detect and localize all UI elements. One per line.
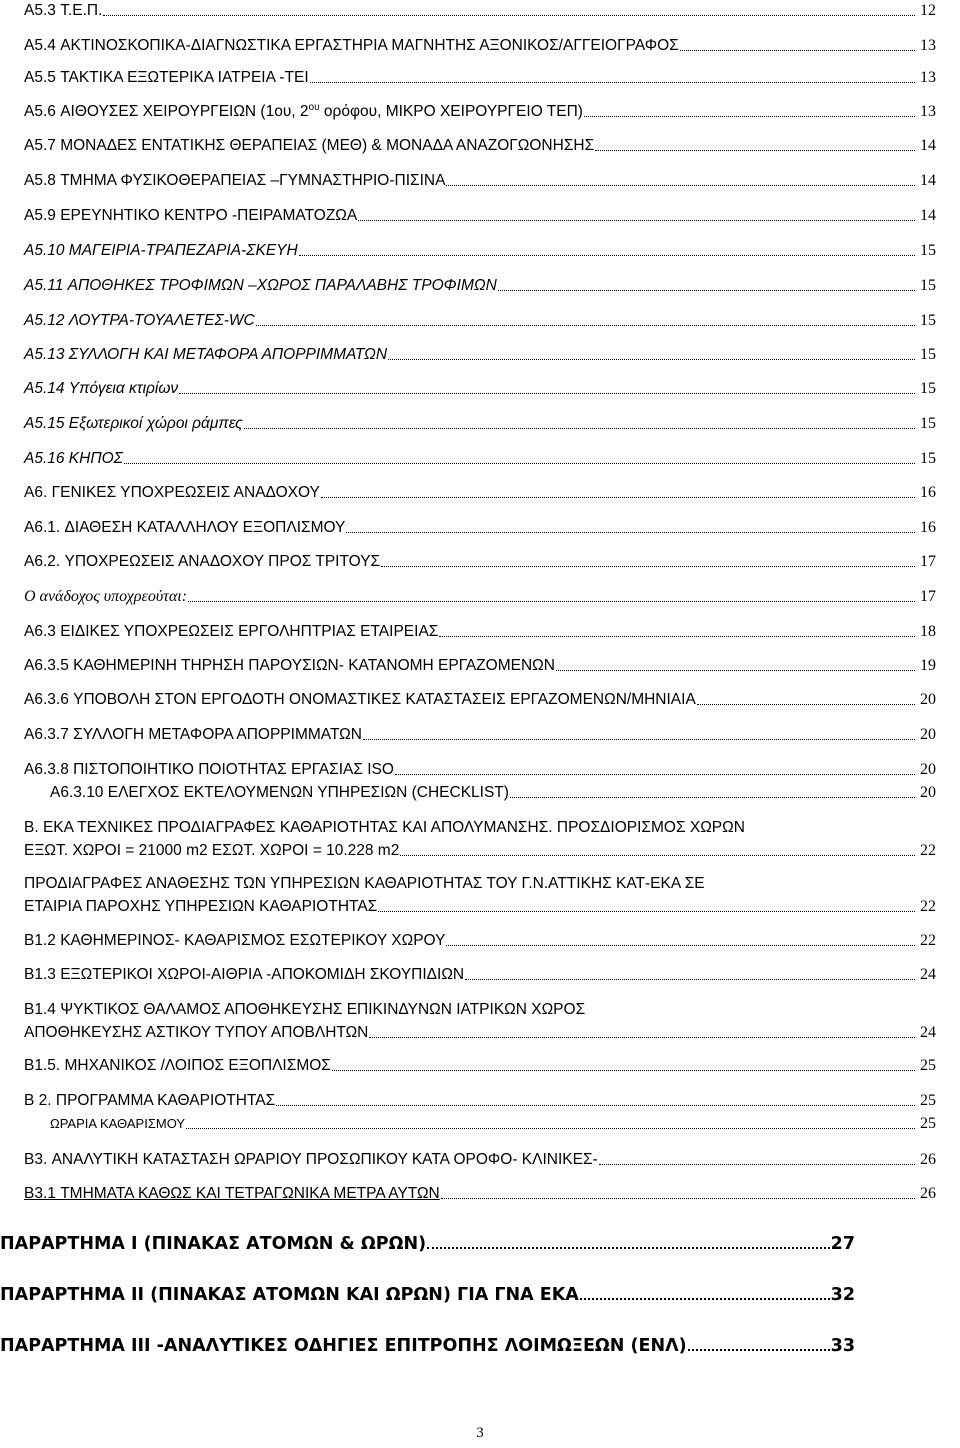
toc-entry-title-line1: ΠΡΟΔΙΑΓΡΑΦΕΣ ΑΝΑΘΕΣΗΣ ΤΩΝ ΥΠΗΡΕΣΙΩΝ ΚΑΘΑΡΙΟΤΗΤΑΣ ΤΟΥ Γ.Ν.ΑΤΤΙΚΗΣ ΚΑΤ-ΕΚΑ ΣΕ	[24, 875, 705, 892]
toc-entry-title: ΕΞΩΤ. ΧΩΡΟΙ = 21000 m2 ΕΣΩΤ. ΧΩΡΟΙ = 10.228 m2	[24, 842, 400, 859]
dot-leader	[465, 979, 915, 980]
dot-leader	[188, 601, 915, 602]
toc-entry-title: ΕΤΑΙΡΙΑ ΠΑΡΟΧΗΣ ΥΠΗΡΕΣΙΩΝ ΚΑΘΑΡΙΟΤΗΤΑΣ	[24, 898, 378, 915]
toc-entry-title: A6.1. ΔΙΑΘΕΣΗ ΚΑΤΑΛΛΗΛΟΥ ΕΞΟΠΛΙΣΜΟΥ	[24, 519, 346, 536]
toc-page-number: 20	[920, 761, 936, 778]
toc-page-number: 17	[920, 588, 936, 605]
toc-entry-specifications[interactable]	[24, 873, 936, 917]
toc-appendix-title: ΠΑΡΑΡΤΗΜΑ ΙΙ (ΠΙΝΑΚΑΣ ΑΤΟΜΩΝ ΚΑΙ ΩΡΩΝ) ΓΙΑ ΓΝΑ ΕΚΑ	[0, 1285, 579, 1305]
toc-entry-cleaning-hours[interactable]	[50, 1113, 936, 1134]
page-number: 3	[476, 1425, 484, 1441]
toc-page-number: 12	[920, 2, 936, 19]
toc-entry-title-line1: B. ΕΚΑ ΤΕΧΝΙΚΕΣ ΠΡΟΔΙΑΓΡΑΦΕΣ ΚΑΘΑΡΙΟΤΗΤΑΣ ΚΑΙ ΑΠΟΛΥΜΑΝΣΗΣ. ΠΡΟΣΔΙΟΡΙΣΜΟΣ ΧΩΡΩΝ	[24, 819, 745, 836]
toc-page-number: 20	[920, 784, 936, 801]
toc-page-number: 14	[920, 137, 936, 154]
toc-page-number: 17	[920, 553, 936, 570]
toc-page-number: 13	[920, 37, 936, 54]
dot-leader	[510, 797, 915, 798]
toc-entry-a5-13[interactable]	[24, 344, 936, 365]
toc-entry-title: A5.13 ΣΥΛΛΟΓΗ ΚΑΙ ΜΕΤΑΦΟΡΑ ΑΠΟΡΡΙΜΜΑΤΩΝ	[24, 346, 388, 363]
toc-page-number: 15	[920, 312, 936, 329]
dot-leader	[346, 532, 915, 533]
toc-entry-a5-10[interactable]	[24, 240, 936, 261]
toc-page-number: 25	[920, 1115, 936, 1132]
toc-entry-a6-3-7[interactable]	[24, 724, 936, 745]
dot-leader	[584, 116, 915, 117]
toc-entry-title: A6.2. ΥΠΟΧΡΕΩΣΕΙΣ ΑΝΑΔΟΧΟΥ ΠΡΟΣ ΤΡΙΤΟΥΣ	[24, 553, 381, 570]
dot-leader	[595, 150, 915, 151]
toc-entry-a5-6[interactable]	[24, 101, 936, 122]
dot-leader	[358, 220, 915, 221]
toc-entry-a5-4[interactable]	[24, 35, 936, 56]
toc-entry-title: A5.4 ΑΚΤΙΝΟΣΚΟΠΙΚΑ-ΔΙΑΓΝΩΣΤΙΚΑ ΕΡΓΑΣΤΗΡΙΑ ΜΑΓΝΗΤΗΣ ΑΞΟΝΙΚΟΣ/ΑΓΓΕΙΟΓΡΑΦΟΣ	[24, 37, 679, 54]
toc-entry-title: A5.14 Υπόγεια κτιρίων	[24, 380, 179, 397]
dot-leader	[332, 1070, 915, 1071]
toc-entry-title: A6.3.10 ΕΛΕΓΧΟΣ ΕΚΤΕΛΟΥΜΕΝΩΝ ΥΠΗΡΕΣΙΩΝ (CHECKLIST)	[50, 784, 509, 801]
toc-page-number: 14	[920, 172, 936, 189]
toc-page-number: 13	[920, 103, 936, 120]
toc-entry-b1-2[interactable]	[24, 930, 936, 951]
toc-entry-a6-3-6[interactable]	[24, 689, 936, 710]
toc-entry-title: A5.11 ΑΠΟΘΗΚΕΣ ΤΡΟΦΙΜΩΝ –ΧΩΡΟΣ ΠΑΡΑΛΑΒΗΣ ΤΡΟΦΙΜΩΝ	[24, 277, 497, 294]
dot-leader	[441, 1198, 915, 1199]
toc-page-number: 15	[920, 242, 936, 259]
toc-page-number: 18	[920, 623, 936, 640]
dot-leader	[363, 739, 915, 740]
toc-appendix-3[interactable]	[0, 1336, 855, 1357]
dot-leader	[276, 1105, 915, 1106]
toc-entry-title: A6.3.7 ΣΥΛΛΟΓΗ ΜΕΤΑΦΟΡΑ ΑΠΟΡΡΙΜΜΑΤΩΝ	[24, 726, 362, 743]
toc-entry-title: A6.3.8 ΠΙΣΤΟΠΟΙΗΤΙΚΟ ΠΟΙΟΤΗΤΑΣ ΕΡΓΑΣΙΑΣ ISO	[24, 761, 394, 778]
dot-leader	[378, 911, 915, 912]
toc-entry-a6-3-8[interactable]	[24, 759, 936, 780]
dot-leader	[395, 774, 915, 775]
toc-page-number: 32	[830, 1285, 855, 1305]
toc-entry-a5-9[interactable]	[24, 205, 936, 226]
toc-entry-a5-7[interactable]	[24, 135, 936, 156]
toc-entry-a5-8[interactable]	[24, 170, 936, 191]
toc-entry-contractor-obligations[interactable]	[24, 586, 936, 607]
toc-page-number: 33	[830, 1336, 855, 1356]
toc-page-number: 13	[920, 69, 936, 86]
toc-entry-title: Ο ανάδοχος υποχρεούται:	[24, 588, 188, 605]
dot-leader	[256, 325, 915, 326]
toc-entry-title: A5.7 ΜΟΝΑΔΕΣ ΕΝΤΑΤΙΚΗΣ ΘΕΡΑΠΕΙΑΣ (ΜΕΘ) & ΜΟΝΑΔΑ ΑΝΑΖΟΓΩΟΝΗΣΗΣ	[24, 137, 595, 154]
toc-entry-a6-2[interactable]	[24, 551, 936, 572]
dot-leader	[446, 945, 915, 946]
toc-page-number: 24	[920, 966, 936, 983]
toc-entry-a5-5[interactable]	[24, 67, 936, 88]
toc-entry-a6-3-10[interactable]	[50, 782, 936, 803]
toc-page-number: 22	[920, 898, 936, 915]
toc-page-number: 20	[920, 726, 936, 743]
toc-entry-title: B3.1 ΤΜΗΜΑΤΑ ΚΑΘΩΣ ΚΑΙ ΤΕΤΡΑΓΩΝΙΚΑ ΜΕΤΡΑ ΑΥΤΩΝ	[24, 1185, 440, 1202]
dot-leader	[427, 1247, 830, 1249]
toc-appendix-title: ΠΑΡΑΡΤΗΜΑ ΙΙΙ -ΑΝΑΛΥΤΙΚΕΣ ΟΔΗΓΙΕΣ ΕΠΙΤΡΟΠΗΣ ΛΟΙΜΩΞΕΩΝ (ΕΝΛ)	[0, 1336, 687, 1356]
toc-entry-title: A5.16 ΚΗΠΟΣ	[24, 450, 123, 467]
toc-entry-title: B 2. ΠΡΟΓΡΑΜΜΑ ΚΑΘΑΡΙΟΤΗΤΑΣ	[24, 1092, 276, 1109]
dot-leader	[688, 1349, 830, 1351]
dot-leader	[124, 463, 915, 464]
toc-entry-title-line1: B1.4 ΨΥΚΤΙΚΟΣ ΘΑΛΑΜΟΣ ΑΠΟΘΗΚΕΥΣΗΣ ΕΠΙΚΙΝΔΥΝΩΝ ΙΑΤΡΙΚΩΝ ΧΩΡΟΣ	[24, 1001, 586, 1018]
dot-leader	[310, 82, 915, 83]
dot-leader	[498, 290, 915, 291]
toc-page-number: 16	[920, 484, 936, 501]
dot-leader	[580, 1298, 830, 1300]
toc-appendix-1[interactable]	[0, 1234, 855, 1255]
dot-leader	[446, 185, 915, 186]
toc-entry-a5-16[interactable]	[24, 448, 936, 469]
toc-entry-title: ΩΡΑΡΙΑ ΚΑΘΑΡΙΣΜΟΥ	[50, 1116, 186, 1131]
toc-page-number: 15	[920, 380, 936, 397]
toc-entry-a5-11[interactable]	[24, 275, 936, 296]
toc-entry-b2[interactable]	[24, 1090, 936, 1111]
toc-entry-b1-4[interactable]	[24, 999, 936, 1043]
toc-entry-title: A5.8 ΤΜΗΜΑ ΦΥΣΙΚΟΘΕΡΑΠΕΙΑΣ –ΓΥΜΝΑΣΤΗΡΙΟ-ΠΙΣΙΝΑ	[24, 172, 446, 189]
dot-leader	[439, 636, 915, 637]
toc-page-number: 22	[920, 842, 936, 859]
toc-entry-title: B1.2 ΚΑΘΗΜΕΡΙΝΟΣ- ΚΑΘΑΡΙΣΜΟΣ ΕΣΩΤΕΡΙΚΟΥ ΧΩΡΟΥ	[24, 932, 446, 949]
toc-page-number: 15	[920, 277, 936, 294]
toc-page-number: 15	[920, 450, 936, 467]
dot-leader	[400, 855, 915, 856]
dot-leader	[179, 393, 915, 394]
toc-page-number: 25	[920, 1057, 936, 1074]
toc-entry-title: A6.3 ΕΙΔΙΚΕΣ ΥΠΟΧΡΕΩΣΕΙΣ ΕΡΓΟΛΗΠΤΡΙΑΣ ΕΤΑΙΡΕΙΑΣ	[24, 623, 439, 640]
toc-page-number: 26	[920, 1151, 936, 1168]
dot-leader	[103, 15, 915, 16]
dot-leader	[381, 566, 915, 567]
toc-appendix-title: ΠΑΡΑΡΤΗΜΑ Ι (ΠΙΝΑΚΑΣ ΑΤΟΜΩΝ & ΩΡΩΝ)	[0, 1234, 427, 1254]
dot-leader	[299, 255, 915, 256]
dot-leader	[388, 359, 915, 360]
toc-page-number: 24	[920, 1024, 936, 1041]
dot-leader	[369, 1037, 915, 1038]
toc-entry-a6[interactable]	[24, 482, 936, 503]
toc-entry-a5-12[interactable]	[24, 310, 936, 331]
toc-page-number: 14	[920, 207, 936, 224]
toc-entry-a5-3[interactable]	[24, 0, 936, 21]
toc-entry-b1-5[interactable]	[24, 1055, 936, 1076]
toc-page-number: 22	[920, 932, 936, 949]
toc-entry-a6-3[interactable]	[24, 621, 936, 642]
dot-leader	[556, 670, 915, 671]
toc-entry-title: ΑΠΟΘΗΚΕΥΣΗΣ ΑΣΤΙΚΟΥ ΤΥΠΟΥ ΑΠΟΒΛΗΤΩΝ	[24, 1024, 369, 1041]
toc-entry-a5-14[interactable]	[24, 378, 936, 399]
toc-entry-title: B3. ΑΝΑΛΥΤΙΚΗ ΚΑΤΑΣΤΑΣΗ ΩΡΑΡΙΟΥ ΠΡΟΣΩΠΙΚΟΥ ΚΑΤΑ ΟΡΟΦΟ- ΚΛΙΝΙΚΕΣ-	[24, 1151, 598, 1168]
dot-leader	[244, 428, 915, 429]
toc-entry-title: A6.3.6 ΥΠΟΒΟΛΗ ΣΤΟΝ ΕΡΓΟΔΟΤΗ ΟΝΟΜΑΣΤΙΚΕΣ ΚΑΤΑΣΤΑΣΕΙΣ ΕΡΓΑΖΟΜΕΝΩΝ/ΜΗΝΙΑΙΑ	[24, 691, 696, 708]
toc-entry-a6-1[interactable]	[24, 517, 936, 538]
toc-entry-title: A5.3 Τ.Ε.Π.	[24, 2, 103, 19]
toc-entry-title: A6.3.5 ΚΑΘΗΜΕΡΙΝΗ ΤΗΡΗΣΗ ΠΑΡΟΥΣΙΩΝ- ΚΑΤΑΝΟΜΗ ΕΡΓΑΖΟΜΕΝΩΝ	[24, 657, 555, 674]
dot-leader	[697, 704, 915, 705]
toc-entry-b3-1[interactable]	[24, 1183, 936, 1204]
toc-page-number: 15	[920, 346, 936, 363]
toc-page-number: 20	[920, 691, 936, 708]
toc-entry-title: B1.3 ΕΞΩΤΕΡΙΚΟΙ ΧΩΡΟΙ-ΑΙΘΡΙΑ -ΑΠΟΚΟΜΙΔΗ ΣΚΟΥΠΙΔΙΩΝ	[24, 966, 465, 983]
toc-page-number: 19	[920, 657, 936, 674]
toc-entry-title: A5.12 ΛΟΥΤΡΑ-ΤΟΥΑΛΕΤΕΣ-WC	[24, 312, 255, 329]
toc-page-number: 25	[920, 1092, 936, 1109]
toc-entry-title: A6. ΓΕΝΙΚΕΣ ΥΠΟΧΡΕΩΣΕΙΣ ΑΝΑΔΟΧΟΥ	[24, 484, 320, 501]
toc-entry-title: A5.9 ΕΡΕΥΝΗΤΙΚΟ ΚΕΝΤΡΟ -ΠΕΙΡΑΜΑΤΟΖΩΑ	[24, 207, 358, 224]
dot-leader	[321, 497, 915, 498]
toc-entry-b1-3[interactable]	[24, 964, 936, 985]
toc-entry-title: A5.5 ΤΑΚΤΙΚΑ ΕΞΩΤΕΡΙΚΑ ΙΑΤΡΕΙΑ -ΤΕΙ	[24, 69, 309, 86]
toc-entry-b3[interactable]	[24, 1149, 936, 1170]
toc-entry-a6-3-5[interactable]	[24, 655, 936, 676]
toc-entry-title: B1.5. ΜΗΧΑΝΙΚΟΣ /ΛΟΙΠΟΣ ΕΞΟΠΛΙΣΜΟΣ	[24, 1057, 331, 1074]
toc-entry-title: A5.10 ΜΑΓΕΙΡΙΑ-ΤΡΑΠΕΖΑΡΙΑ-ΣΚΕΥΗ	[24, 242, 298, 259]
dot-leader	[186, 1128, 915, 1129]
toc-entry-title: A5.6 ΑΙΘΟΥΣΕΣ ΧΕΙΡΟΥΡΓΕΙΩΝ (1ου, $2^{o\upsilon}$ ορόφου, ΜΙΚΡΟ ΧΕΙΡΟΥΡΓΕΙΟ ΤΕΠ)	[24, 101, 583, 120]
toc-page-number: 27	[830, 1234, 855, 1254]
dot-leader	[599, 1164, 915, 1165]
dot-leader	[680, 50, 915, 51]
toc-page-number: 26	[920, 1185, 936, 1202]
toc-entry-a5-15[interactable]	[24, 413, 936, 434]
toc-page-number: 15	[920, 415, 936, 432]
toc-page-number: 16	[920, 519, 936, 536]
toc-appendix-2[interactable]	[0, 1285, 855, 1306]
toc-entry-b[interactable]	[24, 817, 936, 861]
toc-entry-title: A5.15 Εξωτερικοί χώροι ράμπες	[24, 415, 243, 432]
